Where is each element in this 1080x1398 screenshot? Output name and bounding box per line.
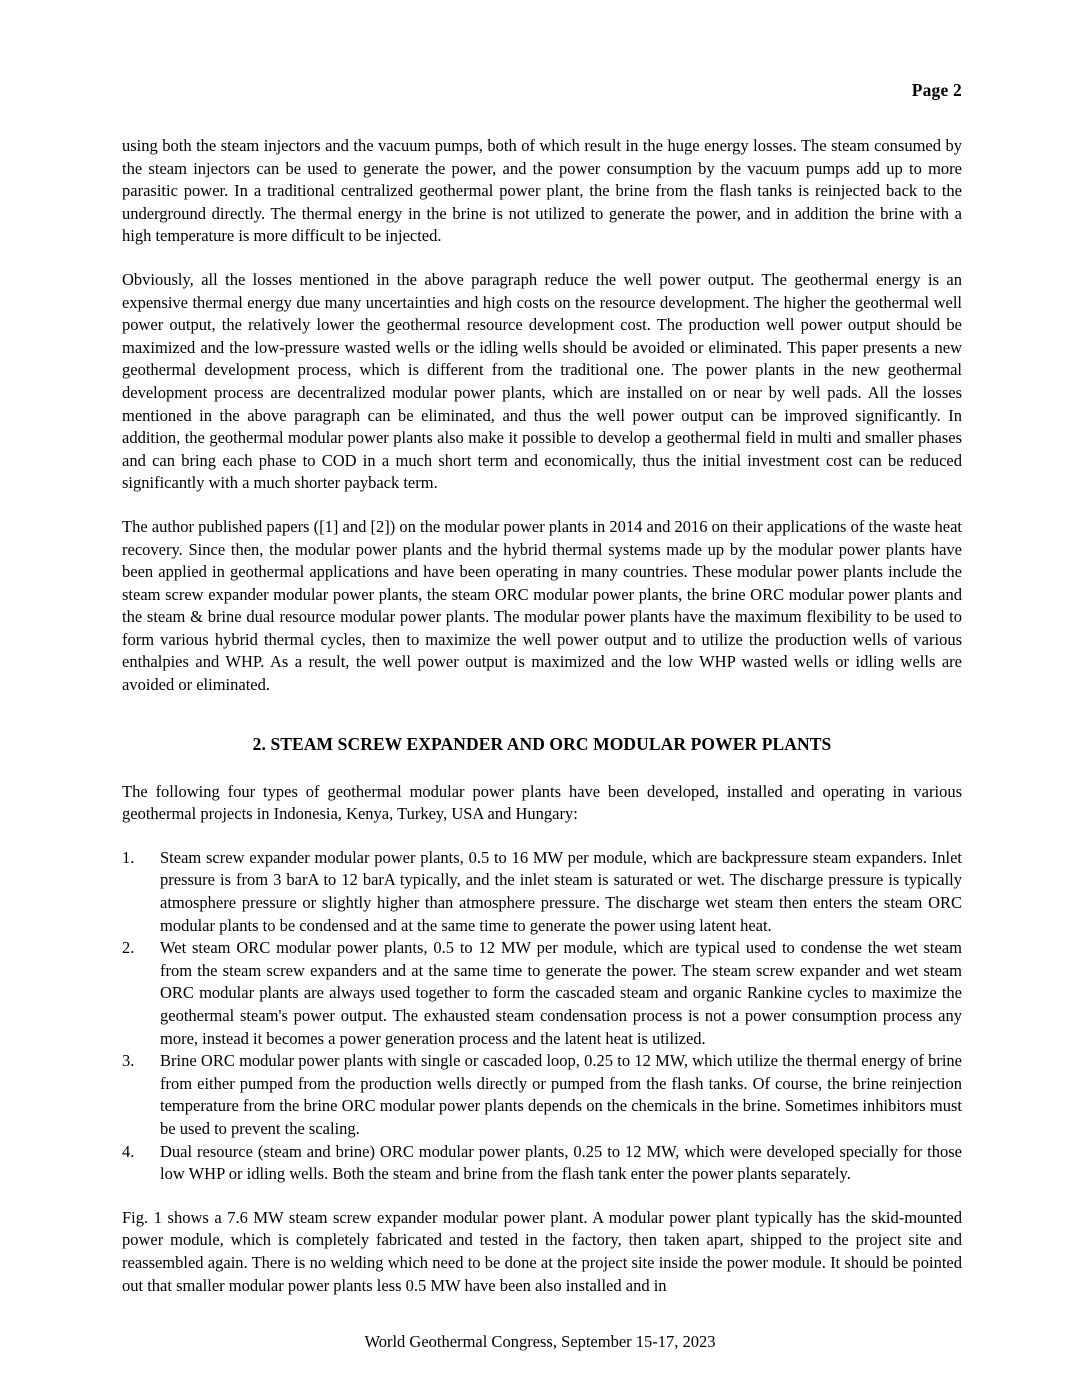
list-item (122, 1050, 962, 1140)
list-item-number: 1. (122, 847, 135, 867)
list-item (122, 937, 962, 1050)
list-item (122, 847, 962, 937)
list-item-text: Brine ORC modular power plants with single or cascaded loop, 0.25 to 12 MW, which utilize the thermal energy of brine from either pumped from the production wells directly or pumped from the flash tanks. Of course, the brine reinjection temperature from the brine ORC modular power plants depends on the chemicals in the brine. Sometimes inhibitors must be used to prevent the scaling. (160, 1051, 962, 1138)
list-item-number: 3. (122, 1051, 135, 1071)
list-item (122, 1141, 962, 1186)
page-content (122, 80, 962, 1318)
section-intro: The following four types of geothermal modular power plants have been developed, installed and operating in various geothermal projects in Indonesia, Kenya, Turkey, USA and Hungary: (122, 781, 962, 824)
page-footer: World Geothermal Congress, September 15-17, 2023 (364, 1332, 716, 1351)
list-item-number: 2. (122, 938, 135, 958)
section-heading: 2. STEAM SCREW EXPANDER AND ORC MODULAR POWER PLANTS (252, 733, 832, 754)
list-item-text: Dual resource (steam and brine) ORC modular power plants, 0.25 to 12 MW, which were developed specially for those low WHP or idling wells. Both the steam and brine from the flash tank enter the power plants separately. (160, 1141, 962, 1184)
page-number: Page 2 (911, 80, 962, 100)
list-item-text: Wet steam ORC modular power plants, 0.5 to 12 MW per module, which are typical used to condense the wet steam from the steam screw expanders and at the same time to generate the power. The steam screw expander and wet steam ORC modular plants are always used together to form the cascaded steam and organic Rankine cycles to maximize the geothermal steam's power output. The exhausted steam condensation process is not a power consumption process any more, instead it becomes a power generation process and the latent heat is utilized. (160, 938, 962, 1048)
closing-paragraph: Fig. 1 shows a 7.6 MW steam screw expander modular power plant. A modular power plant typically has the skid-mounted power module, which is completely fabricated and tested in the factory, then taken apart, shipped to the project site and reassembled again. There is no welding which need to be done at the project site inside the power module. It should be pointed out that smaller modular power plants less 0.5 MW have been also installed and in (122, 1207, 962, 1295)
paragraph-1: using both the steam injectors and the vacuum pumps, both of which result in the huge energy losses. The steam consumed by the steam injectors can be used to generate the power, and the power consumption by the vacuum pumps add up to more parasitic power. In a traditional centralized geothermal power plant, the brine from the flash tanks is reinjected back to the underground directly. The thermal energy in the brine is not utilized to generate the power, and in addition the brine with a high temperature is more difficult to be injected. (122, 136, 962, 246)
paragraph-3: The author published papers ([1] and [2]) on the modular power plants in 2014 and 2016 on their applications of the waste heat recovery. Since then, the modular power plants and the hybrid thermal systems made up by the modular power plants have been applied in geothermal applications and have been operating in many countries. These modular power plants include the steam screw expander modular power plants, the steam ORC modular power plants, the brine ORC modular power plants and the steam & brine dual resource modular power plants. The modular power plants have the maximum flexibility to be used to form various hybrid thermal cycles, then to maximize the well power output and to utilize the production wells of various enthalpies and WHP. As a result, the well power output is maximized and the low WHP wasted wells or idling wells are avoided or eliminated. (122, 516, 962, 695)
numbered-list (122, 847, 962, 1186)
list-item-text: Steam screw expander modular power plants, 0.5 to 16 MW per module, which are backpressure steam expanders. Inlet pressure is from 3 barA to 12 barA typically, and the inlet steam is saturated or wet. The discharge pressure is typically atmosphere pressure or slightly higher than atmosphere pressure. The discharge wet steam then enters the steam ORC modular plants to be condensed and at the same time to generate the power using latent heat. (160, 847, 962, 935)
list-item-number: 4. (122, 1141, 135, 1161)
paragraph-2: Obviously, all the losses mentioned in the above paragraph reduce the well power output. The geothermal energy is an expensive thermal energy due many uncertainties and high costs on the resource development. The higher the geothermal well power output, the relatively lower the geothermal resource development cost. The production well power output should be maximized and the low-pressure wasted wells or the idling wells should be avoided or eliminated. This paper presents a new geothermal development process, which is different from the traditional one. The power plants in the new geothermal development process are decentralized modular power plants, which are installed on or near by well pads. All the losses mentioned in the above paragraph can be eliminated, and thus the well power output can be improved significantly. In addition, the geothermal modular power plants also make it possible to develop a geothermal field in multi and smaller phases and can bring each phase to COD in a much short term and economically, thus the initial investment cost can be reduced significantly with a much shorter payback term. (122, 269, 962, 493)
